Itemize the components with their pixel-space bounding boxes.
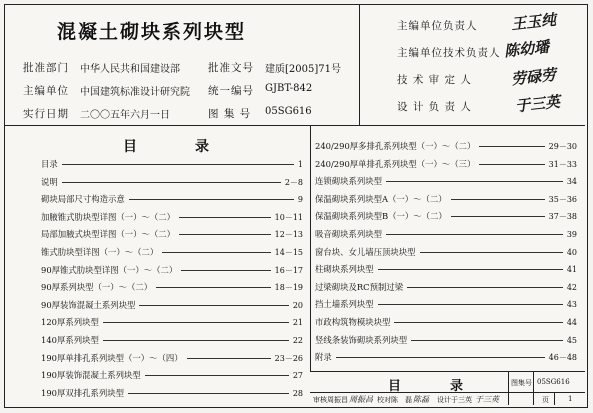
toc-entry-title: 190厚双排孔系列块型 <box>41 387 124 398</box>
toc-entry-page: 46－48 <box>548 353 577 363</box>
meta-value: 建质[2005]71号 <box>265 64 341 75</box>
leader-line <box>156 287 270 288</box>
meta-value: 二〇〇五年六月一日 <box>80 110 170 121</box>
toc-entry-page: 23－26 <box>274 353 303 363</box>
toc-entry-page: 2－8 <box>284 177 303 187</box>
page-title: 混凝土砌块系列块型 <box>57 21 247 43</box>
toc-entry-page: 42 <box>566 282 577 292</box>
toc-entry <box>315 352 577 363</box>
leader-line <box>479 146 544 147</box>
toc-entry-title: 砌块局部尺寸构造示意 <box>41 194 125 205</box>
leader-line <box>103 340 289 341</box>
divider <box>5 125 585 126</box>
role-name: 周振昌 <box>327 396 348 404</box>
leader-line <box>394 322 562 323</box>
toc-entry-title: 柱砌块系列块型 <box>315 264 374 275</box>
toc-entry-title: 140厚系列块型 <box>41 335 99 345</box>
toc-entry-title: 吸音砌块系列块型 <box>315 229 382 239</box>
leader-line <box>145 375 289 376</box>
toc-entry <box>315 176 577 187</box>
meta-label: 实行日期 <box>23 108 69 120</box>
toc-entry-title: 240/290厚单排孔系列块型（一）～（三） <box>315 158 476 169</box>
toc-entry-page: 14－15 <box>274 248 303 257</box>
signature: 王玉纯 <box>510 10 557 34</box>
toc-entry-title: 窗台块、女儿墙压顶块块型 <box>315 246 416 257</box>
responsible-label: 主编单位负责人 <box>397 20 478 32</box>
leader-line <box>128 393 289 394</box>
divider <box>554 393 555 405</box>
meta-value: 05SG616 <box>265 106 312 117</box>
leader-line <box>336 357 545 358</box>
leader-line <box>179 234 271 235</box>
role-signature: 陈磊 <box>413 395 429 404</box>
toc-entry <box>41 212 303 223</box>
column-divider <box>310 126 311 371</box>
toc-entry-title: 190厚装饰混凝土系列块型 <box>41 370 141 381</box>
toc-entry-title: 加腋锥式肋块型详图（一）～（二） <box>41 211 175 222</box>
leader-line <box>139 305 288 306</box>
toc-entry-page: 12－13 <box>274 230 303 240</box>
role-name: 于三英 <box>451 396 472 404</box>
toc-entry-title: 附录 <box>315 352 332 363</box>
meta-label: 主编单位 <box>23 85 69 97</box>
toc-entry-page: 10－11 <box>274 212 303 222</box>
divider <box>533 371 534 405</box>
meta-label: 批准部门 <box>23 62 69 74</box>
responsible-label: 技 术 审 定 人 <box>397 74 472 86</box>
toc-entry-title: 120厚系列块型 <box>41 317 99 328</box>
leader-line <box>407 287 563 288</box>
leader-line <box>129 199 294 200</box>
toc-entry-title: 240/290厚多排孔系列块型（一）～（二） <box>315 141 476 151</box>
atlas-no-label: 图集号 <box>511 379 532 387</box>
responsible-label: 设 计 负 责 人 <box>397 101 472 113</box>
signature: 劳碌劳 <box>510 65 557 89</box>
toc-entry-title: 目录 <box>41 159 58 169</box>
toc-entry-title: 竖线条装饰砌块系列块型 <box>315 334 408 345</box>
leader-line <box>162 252 270 253</box>
toc-entry-page: 43 <box>566 300 577 310</box>
leader-line <box>181 270 270 271</box>
leader-line <box>187 358 271 359</box>
toc-entry <box>315 141 577 152</box>
leader-line <box>378 269 563 270</box>
toc-entry <box>315 317 577 328</box>
page-number: 1 <box>568 395 573 403</box>
toc-entry-title: 90厚锥式肋块型详图（一）～（二） <box>41 264 178 275</box>
role-label: 校对 <box>377 396 391 404</box>
toc-entry-page: 39 <box>566 230 577 239</box>
role-signature: 于三英 <box>475 395 499 404</box>
contents-title: 目 录 <box>123 139 231 155</box>
toc-entry <box>41 265 303 276</box>
toc-entry <box>315 247 577 258</box>
toc-entry-title: 说明 <box>41 176 58 187</box>
toc-entry <box>315 264 577 275</box>
toc-entry-page: 44 <box>566 318 577 327</box>
toc-entry <box>41 370 303 381</box>
toc-entry <box>41 353 303 364</box>
drawing-sheet <box>4 4 588 408</box>
leader-line <box>420 252 563 253</box>
meta-value: 中华人民共和国建设部 <box>80 64 180 75</box>
signature: 于三英 <box>514 92 561 116</box>
toc-entry-page: 16－17 <box>274 265 303 275</box>
role-signature: 周振昌 <box>349 395 373 404</box>
toc-entry-title: 连锁砌块系列块型 <box>315 176 382 187</box>
toc-entry-page: 22 <box>292 336 303 345</box>
toc-entry-page: 28 <box>292 388 303 398</box>
toc-entry-page: 18－19 <box>274 283 303 293</box>
page-label: 页 <box>542 396 549 404</box>
toc-entry-page: 41 <box>566 265 577 275</box>
role-name: 陈 磊 <box>391 396 412 404</box>
divider <box>508 371 509 405</box>
toc-entry-page: 20 <box>292 300 303 310</box>
toc-entry-page: 27 <box>292 371 303 381</box>
leader-line <box>179 217 271 218</box>
toc-entry-page: 1 <box>297 160 303 169</box>
toc-entry-page: 40 <box>566 247 577 257</box>
responsible-label: 主编单位技术负责人 <box>397 47 501 59</box>
toc-entry <box>41 300 303 311</box>
meta-value: GJBT-842 <box>265 83 313 94</box>
toc-entry-title: 市政构筑物模块块型 <box>315 317 391 327</box>
toc-entry <box>315 282 577 293</box>
toc-entry <box>315 299 577 310</box>
toc-entry-page: 29－30 <box>548 142 577 151</box>
toc-entry-title: 90厚系列块型（一）～（二） <box>41 282 153 293</box>
toc-entry-title: 190厚单排孔系列块型（一）～（四） <box>41 352 183 363</box>
toc-entry-page: 31－33 <box>548 159 577 169</box>
toc-entry <box>315 159 577 170</box>
toc-entry <box>315 335 577 346</box>
toc-entry-page: 35－36 <box>548 194 577 204</box>
title-block-title: 目 录 <box>388 379 482 394</box>
toc-entry <box>41 282 303 293</box>
toc-entry-title: 过梁砌块及RC预制过梁 <box>315 281 404 292</box>
toc-entry <box>41 159 303 170</box>
toc-entry <box>41 194 303 205</box>
leader-line <box>62 182 281 183</box>
leader-line <box>479 164 544 165</box>
toc-entry <box>315 229 577 240</box>
toc-entry-title: 局部加腋式块型详图（一）～（二） <box>41 229 175 240</box>
leader-line <box>386 181 563 182</box>
toc-entry <box>41 388 303 399</box>
signature: 陈幼璠 <box>503 37 550 61</box>
toc-entry-title: 90厚装饰混凝土系列块型 <box>41 299 136 310</box>
leader-line <box>451 199 545 200</box>
leader-line <box>378 304 563 305</box>
divider <box>310 371 585 372</box>
leader-line <box>386 234 563 235</box>
meta-value: 中国建筑标准设计研究院 <box>80 87 190 98</box>
toc-entry-page: 21 <box>292 318 303 328</box>
toc-entry <box>41 229 303 240</box>
toc-entry-page: 37－38 <box>548 212 577 222</box>
toc-entry <box>41 247 303 258</box>
toc-entry <box>315 194 577 205</box>
meta-label: 批准文号 <box>208 62 254 74</box>
toc-entry-title: 挡土墙系列块型 <box>315 299 374 310</box>
toc-entry-title: 保温砌块系列块型A（一）～（二） <box>315 193 447 204</box>
leader-line <box>411 340 563 341</box>
leader-line <box>62 164 294 165</box>
role-label: 设计 <box>437 396 451 404</box>
toc-entry <box>315 211 577 222</box>
toc-entry-page: 9 <box>297 195 303 205</box>
toc-entry <box>41 335 303 346</box>
toc-entry <box>41 177 303 188</box>
role-label: 审核 <box>313 396 327 404</box>
atlas-no-value: 05SG616 <box>537 378 570 386</box>
meta-label: 图 集 号 <box>208 108 252 120</box>
header-info-panel <box>5 5 360 125</box>
toc-entry-page: 34 <box>566 177 577 187</box>
leader-line <box>451 216 545 217</box>
toc-entry-page: 45 <box>566 335 577 345</box>
meta-label: 统一编号 <box>208 85 254 97</box>
toc-entry-title: 锥式肋块型详图（一）～（二） <box>41 247 159 257</box>
toc-entry <box>41 317 303 328</box>
toc-entry-title: 保温砌块系列块型B（一）～（二） <box>315 211 447 222</box>
leader-line <box>103 322 289 323</box>
